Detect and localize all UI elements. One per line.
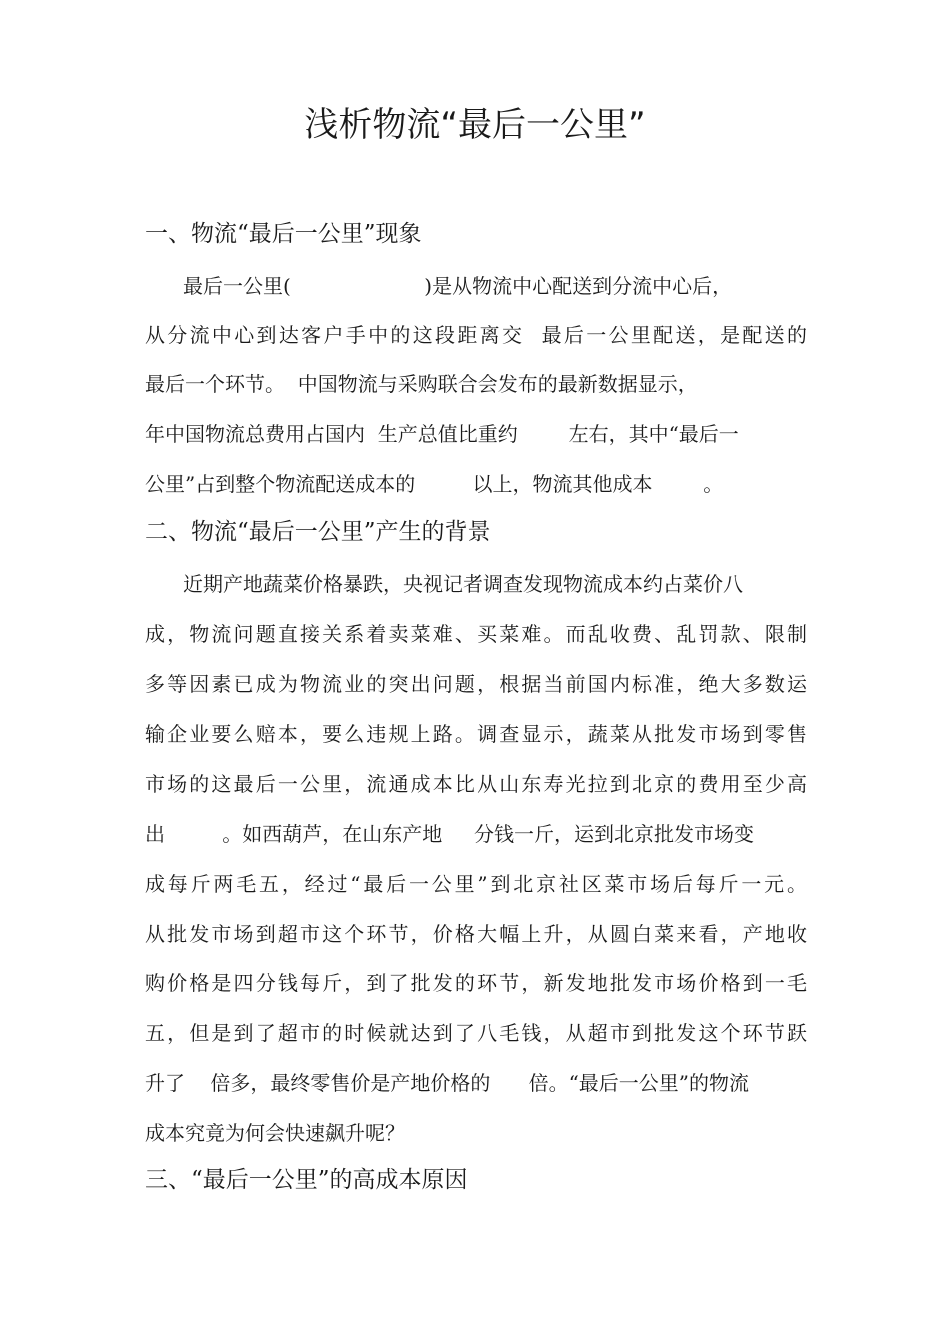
paragraph-line: 成本究竟为何会快速飙升呢？ xyxy=(145,1121,405,1145)
paragraph-line: 五，但是到了超市的时候就达到了八毛钱，从超市到批发这个环节跃 xyxy=(145,1021,807,1045)
paragraph-line: 公里”占到整个物流配送成本的 以上，物流其他成本 。 xyxy=(145,472,724,496)
paragraph-line: 输企业要么赔本，要么违规上路。调查显示，蔬菜从批发市场到零售 xyxy=(145,722,807,746)
paragraph-line: 出 。如西葫芦，在山东产地 分钱一斤，运到北京批发市场变 xyxy=(145,822,755,846)
page-title: 浅析物流“最后一公里” xyxy=(304,105,646,145)
paragraph-line: 最后一个环节。 中国物流与采购联合会发布的最新数据显示， xyxy=(145,372,698,396)
paragraph-line: 成每斤两毛五，经过“最后一公里”到北京社区菜市场后每斤一元。 xyxy=(145,872,807,896)
section-heading-2: 二、物流“最后一公里”产生的背景 xyxy=(145,519,491,545)
paragraph-line: 市场的这最后一公里，流通成本比从山东寿光拉到北京的费用至少高 xyxy=(145,772,807,796)
paragraph-line: 最后一公里( )是从物流中心配送到分流中心后， xyxy=(183,274,733,298)
paragraph-line: 年中国物流总费用占国内 生产总值比重约 左右，其中“最后一 xyxy=(145,422,739,446)
section-heading-3: 三、“最后一公里”的高成本原因 xyxy=(145,1167,468,1193)
paragraph-line: 从分流中心到达客户手中的这段距离交 最后一公里配送，是配送的 xyxy=(145,323,807,347)
paragraph-line: 从批发市场到超市这个环节，价格大幅上升，从圆白菜来看，产地收 xyxy=(145,922,807,946)
paragraph-line: 成，物流问题直接关系着卖菜难、买菜难。而乱收费、乱罚款、限制 xyxy=(145,622,807,646)
section-heading-1: 一、物流“最后一公里”现象 xyxy=(145,221,422,247)
paragraph-line: 升了 倍多，最终零售价是产地价格的 倍。“最后一公里”的物流 xyxy=(145,1071,750,1095)
paragraph-line: 多等因素已成为物流业的突出问题，根据当前国内标准，绝大多数运 xyxy=(145,672,807,696)
paragraph-line: 购价格是四分钱每斤，到了批发的环节，新发地批发市场价格到一毛 xyxy=(145,971,807,995)
paragraph-line: 近期产地蔬菜价格暴跌，央视记者调查发现物流成本约占菜价八 xyxy=(183,572,743,596)
